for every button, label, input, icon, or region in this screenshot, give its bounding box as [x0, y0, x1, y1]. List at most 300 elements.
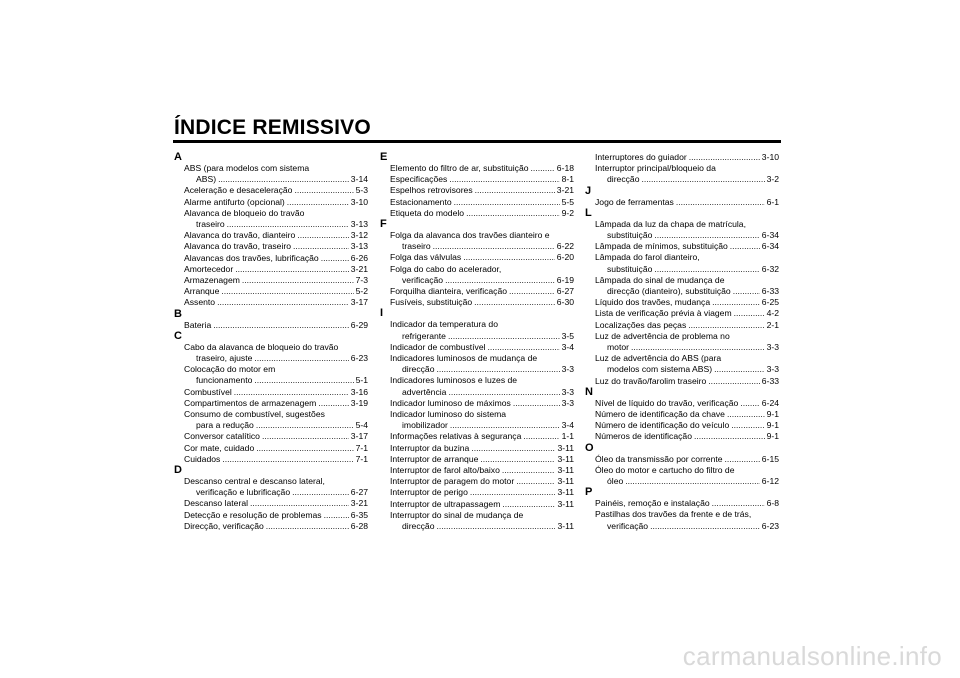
index-entry-text: Interruptor da buzina [390, 442, 470, 453]
index-page-number: 3-3 [561, 397, 574, 408]
dot-leader [433, 241, 555, 252]
index-entry [585, 342, 779, 353]
dot-leader [436, 521, 555, 532]
index-page-number: 3-3 [766, 364, 779, 375]
dot-leader [293, 241, 349, 252]
index-entry-text: Assento [184, 297, 216, 308]
index-letter-heading: C [174, 329, 182, 342]
index-entry-text: verificação [607, 520, 649, 531]
index-page-number: 3-3 [766, 342, 779, 353]
index-entry [380, 454, 574, 465]
dot-leader [509, 286, 555, 297]
dot-leader [470, 487, 556, 498]
index-page-number: 3-17 [350, 297, 368, 308]
index-entry-text: Lista de verificação prévia à viagem [595, 308, 732, 319]
index-entry [174, 297, 368, 308]
index-page-number: 3-21 [556, 185, 574, 196]
dot-leader [221, 286, 353, 297]
index-entry [174, 286, 368, 297]
index-entry-text: traseiro [402, 241, 431, 252]
dot-leader [689, 152, 760, 163]
index-entry-text: Interruptor de paragem do motor [390, 476, 515, 487]
index-page-number: 6-26 [350, 252, 368, 263]
index-entry [380, 387, 574, 398]
index-entry [174, 197, 368, 208]
index-entry [174, 443, 368, 454]
index-entry [380, 331, 574, 342]
index-entry-text: Indicador luminoso do sistema [390, 409, 507, 420]
index-entry-text: Alavanca do travão, traseiro [184, 241, 292, 252]
index-entry-text: Interruptor de ultrapassagem [390, 498, 501, 509]
index-entry-text: traseiro, ajuste [196, 353, 253, 364]
index-entry [174, 510, 368, 521]
index-page-number: 2-1 [766, 319, 779, 330]
index-entry [380, 286, 574, 297]
index-page-number: 3-17 [350, 431, 368, 442]
index-page-number: 6-12 [761, 476, 779, 487]
index-entry-text: óleo [607, 476, 624, 487]
dot-leader [513, 398, 560, 409]
index-entry-text: advertência [402, 386, 447, 397]
index-entry [380, 174, 574, 185]
index-entry [174, 487, 368, 498]
watermark: carmanualsonline.info [682, 641, 942, 671]
index-entry-text: para a redução [196, 420, 254, 431]
index-entry [174, 174, 368, 185]
index-entry [585, 152, 779, 163]
dot-leader [502, 465, 556, 476]
index-page-number: 9-1 [766, 420, 779, 431]
index-page-number: 6-18 [556, 163, 574, 173]
index-entry-text: Número de identificação do veículo [595, 420, 730, 431]
index-entry [585, 476, 779, 487]
index-page-number: 3-11 [557, 521, 574, 532]
dot-leader [502, 499, 555, 510]
index-entry-text: Combustível [184, 386, 232, 397]
index-page-number: 6-33 [761, 375, 779, 386]
index-page-number: 1-1 [561, 431, 574, 442]
index-entry-text: Fusíveis, substituição [390, 297, 473, 308]
dot-leader [730, 241, 760, 252]
dot-leader [714, 364, 765, 375]
index-entry-text: Direcção, verificação [184, 520, 264, 531]
index-entry [380, 431, 574, 442]
dot-leader [235, 264, 349, 275]
index-entry-text: Especificações [390, 174, 448, 185]
index-entry-text: Luz de advertência do ABS (para [595, 353, 722, 364]
index-entry-text: verificação e lubrificação [196, 487, 291, 498]
index-entry-text: Interruptor de arranque [390, 453, 479, 464]
index-entry-text: Óleo do motor e cartucho do filtro de [595, 464, 735, 475]
index-entry-text: Elemento do filtro de ar, substituição [390, 163, 529, 173]
index-entry-text: Painéis, remoção e instalação [595, 498, 710, 509]
dot-leader [480, 454, 555, 465]
index-entry [380, 443, 574, 454]
index-page-number: 6-23 [761, 520, 779, 531]
index-entry [380, 398, 574, 409]
index-entry-text: substituição [607, 230, 653, 241]
index-entry [174, 241, 368, 252]
index-entry-text: Número de identificação da chave [595, 409, 725, 420]
index-entry-text: Etiqueta do modelo [390, 207, 465, 218]
index-entry-text: Lâmpada da luz da chapa de matrícula, [595, 218, 746, 229]
index-page-number: 6-27 [350, 487, 368, 498]
index-entry [585, 320, 779, 331]
index-page-number: 6-32 [761, 263, 779, 274]
index-page-number: 6-28 [350, 520, 368, 531]
index-entry [585, 286, 779, 297]
index-entry-text: Interruptor do sinal de mudança de [390, 509, 524, 520]
index-letter-heading: L [585, 206, 592, 219]
index-entry [174, 375, 368, 386]
index-entry-text: Interruptor principal/bloqueio da [595, 163, 716, 174]
dot-leader [740, 398, 759, 409]
index-entry-text: funcionamento [196, 375, 253, 386]
dot-leader [449, 174, 559, 185]
index-page-number: 5-2 [355, 286, 368, 297]
index-page-number: 6-25 [761, 297, 779, 308]
dot-leader [262, 431, 349, 442]
index-entry-text: Descanso central e descanso lateral, [184, 476, 325, 487]
index-entry [585, 420, 779, 431]
dot-leader [254, 375, 353, 386]
index-entry [380, 208, 574, 219]
index-page-number: 3-10 [350, 196, 368, 207]
index-page-number: 8-1 [561, 174, 574, 185]
dot-leader [321, 253, 349, 264]
index-entry [174, 387, 368, 398]
index-page-number: 3-10 [761, 152, 779, 162]
dot-leader [727, 409, 765, 420]
index-entry-text: Cabo da alavanca de bloqueio do travão [184, 341, 339, 352]
dot-leader [436, 364, 559, 375]
index-page-number: 3-11 [557, 442, 574, 453]
dot-leader [712, 297, 760, 308]
index-entry-text: Folga das válvulas [390, 252, 462, 263]
index-entry [380, 465, 574, 476]
index-entry-text: Jogo de ferramentas [595, 196, 674, 207]
index-page-number: 6-27 [556, 286, 574, 297]
index-page-number: 5-1 [355, 375, 368, 386]
index-page-number: 6-19 [556, 274, 574, 285]
index-entry [380, 185, 574, 196]
index-entry [585, 241, 779, 252]
index-page-number: 3-16 [350, 386, 368, 397]
index-entry [380, 197, 574, 208]
dot-leader [531, 163, 555, 174]
dot-leader [631, 342, 765, 353]
index-page-number: 5-3 [355, 185, 368, 196]
index-page-number: 5-5 [561, 196, 574, 207]
index-entry [585, 297, 779, 308]
index-entry-text: Interruptor de perigo [390, 487, 468, 498]
index-page-number: 3-11 [557, 476, 574, 487]
dot-leader [254, 353, 348, 364]
index-entry-text: Lâmpada de mínimos, substituição [595, 241, 728, 252]
index-page-number: 6-34 [761, 230, 779, 241]
index-entry-text: Luz de advertência de problema no [595, 330, 730, 341]
index-entry [174, 219, 368, 230]
index-entry-text: Indicador de combustível [390, 341, 486, 352]
dot-leader [448, 331, 560, 342]
index-entry-text: Líquido dos travões, mudança [595, 297, 711, 308]
index-entry-text: Folga do cabo do acelerador, [390, 263, 502, 274]
index-page-number: 4-2 [766, 308, 779, 319]
index-page-number: 6-8 [766, 498, 779, 509]
dot-leader [454, 197, 560, 208]
dot-leader [725, 454, 760, 465]
index-page-number: 3-11 [557, 498, 574, 509]
dot-leader [676, 197, 765, 208]
index-entry-text: Localizações das peças [595, 319, 687, 330]
dot-leader [450, 420, 560, 431]
index-page-number: 3-21 [350, 498, 368, 509]
index-entry-text: Consumo de combustível, sugestões [184, 409, 325, 420]
dot-leader [445, 275, 555, 286]
index-letter-heading: A [174, 151, 182, 163]
index-entry-text: Amortecedor [184, 263, 234, 274]
index-page-number: 3-3 [561, 364, 574, 375]
index-page-number: 3-2 [766, 174, 779, 185]
index-entry-text: Interruptor de farol alto/baixo [390, 465, 500, 476]
index-entry-text: verificação [402, 274, 444, 285]
index-entry [585, 454, 779, 465]
index-entry-text: Compartimentos de armazenagem [184, 397, 317, 408]
index-page-number: 3-12 [350, 230, 368, 241]
index-column-1 [174, 152, 368, 532]
dot-leader [234, 387, 349, 398]
dot-leader [218, 174, 349, 185]
dot-leader [297, 230, 348, 241]
index-entry-text: Armazenagem [184, 275, 240, 286]
page-title: ÍNDICE REMISSIVO [174, 116, 371, 139]
index-entry [174, 431, 368, 442]
index-page-number: 9-1 [766, 431, 779, 442]
index-letter-heading: O [585, 441, 594, 454]
index-entry-text: Aceleração e desaceleração [184, 185, 293, 196]
index-entry [380, 364, 574, 375]
index-entry [585, 376, 779, 387]
index-page-number: 3-11 [557, 465, 574, 476]
index-letter-heading: B [174, 307, 182, 320]
index-page-number: 6-29 [350, 319, 368, 330]
index-entry-text: ABS (para modelos com sistema [184, 163, 310, 173]
dot-leader [466, 208, 560, 219]
index-entry-text: Indicadores luminosos e luzes de [390, 375, 518, 386]
dot-leader [650, 521, 760, 532]
index-page-number: 3-13 [350, 219, 368, 230]
index-entry [380, 420, 574, 431]
dot-leader [708, 376, 760, 387]
dot-leader [641, 174, 764, 185]
index-entry-text: direcção [402, 364, 435, 375]
index-entry-text: Alarme antifurto (opcional) [184, 196, 285, 207]
index-entry [585, 431, 779, 442]
index-letter-heading: D [174, 464, 182, 477]
dot-leader [227, 219, 349, 230]
index-entry-text: Luz do travão/farolim traseiro [595, 375, 707, 386]
index-page-number: 5-4 [355, 420, 368, 431]
index-page-number: 7-3 [355, 275, 368, 286]
index-entry-text: Colocação do motor em [184, 364, 276, 375]
index-entry-text: direcção (dianteiro), substituição [607, 286, 731, 297]
index-entry [585, 398, 779, 409]
index-entry-text: Óleo da transmissão por corrente [595, 453, 723, 464]
index-entry [585, 521, 779, 532]
dot-leader [625, 476, 760, 487]
index-entry [380, 241, 574, 252]
index-page-number: 6-23 [350, 353, 368, 364]
dot-leader [250, 498, 349, 509]
index-entry-text: substituição [607, 263, 653, 274]
index-entry [585, 174, 779, 185]
index-page-number: 3-11 [557, 453, 574, 464]
index-page-number: 3-21 [350, 263, 368, 274]
index-entry-text: Informações relativas à segurança [390, 431, 522, 442]
index-page-number: 3-4 [561, 341, 574, 352]
dot-leader [694, 431, 765, 442]
dot-leader [733, 286, 760, 297]
index-entry-text: Folga da alavanca dos travões dianteiro e [390, 230, 550, 241]
index-entry [380, 521, 574, 532]
title-rule [173, 140, 781, 143]
index-entry [174, 264, 368, 275]
index-entry [585, 498, 779, 509]
index-page-number: 6-33 [761, 286, 779, 297]
dot-leader [734, 308, 765, 319]
index-entry [585, 409, 779, 420]
index-page-number: 9-2 [561, 207, 574, 218]
dot-leader [266, 521, 349, 532]
dot-leader [256, 420, 354, 431]
index-page-number: 9-1 [766, 409, 779, 420]
index-entry-text: Descanso lateral [184, 498, 249, 509]
index-entry-text: Interruptores do guiador [595, 152, 687, 162]
index-entry [380, 499, 574, 510]
index-entry-text: traseiro [196, 219, 225, 230]
dot-leader [731, 420, 764, 431]
index-entry-text: Cuidados [184, 453, 221, 464]
index-entry-text: Indicador da temperatura do [390, 319, 498, 330]
index-page-number: 6-22 [556, 241, 574, 252]
dot-leader [294, 185, 353, 196]
index-entry [585, 364, 779, 375]
index-entry-text: Alavancas dos travões, lubrificação [184, 252, 319, 263]
index-entry [380, 275, 574, 286]
index-entry-text: motor [607, 342, 629, 353]
index-entry [380, 163, 574, 174]
index-entry-text: Indicadores luminosos de mudança de [390, 353, 538, 364]
index-page-number: 6-30 [556, 297, 574, 308]
index-entry [174, 230, 368, 241]
index-page-number: 7-1 [355, 453, 368, 464]
index-entry [174, 420, 368, 431]
index-entry-text: Indicador luminoso de máximos [390, 397, 511, 408]
dot-leader [217, 297, 349, 308]
dot-leader [463, 252, 555, 263]
dot-leader [318, 398, 348, 409]
index-letter-heading: F [380, 218, 387, 231]
index-entry [174, 454, 368, 465]
index-page-number: 6-20 [556, 252, 574, 263]
index-page-number: 3-5 [561, 330, 574, 341]
index-entry [380, 342, 574, 353]
index-entry-text: Forquilha dianteira, verificação [390, 286, 508, 297]
index-entry [174, 253, 368, 264]
dot-leader [448, 387, 559, 398]
index-entry-text: Pastilhas dos travões da frente e de trás, [595, 509, 752, 520]
dot-leader [324, 510, 349, 521]
dot-leader [474, 297, 555, 308]
index-entry-text: Números de identificação [595, 431, 692, 442]
index-entry [380, 252, 574, 263]
index-entry [380, 487, 574, 498]
index-letter-heading: N [585, 385, 593, 398]
index-column-2 [380, 152, 574, 532]
index-entry-text: direcção [607, 174, 640, 185]
index-entry-text: Alavanca de bloqueio do travão [184, 207, 305, 218]
index-entry [585, 197, 779, 208]
index-letter-heading: J [585, 184, 592, 197]
index-entry-text: Detecção e resolução de problemas [184, 509, 322, 520]
index-page-number: 3-19 [350, 397, 368, 408]
index-page-number: 6-34 [761, 241, 779, 252]
index-page-number: 6-24 [761, 397, 779, 408]
index-entry-text: modelos com sistema ABS) [607, 364, 713, 375]
index-entry-text: Alavanca do travão, dianteiro [184, 230, 296, 241]
index-entry [174, 320, 368, 331]
index-page-number: 3-4 [561, 420, 574, 431]
index-entry [585, 264, 779, 275]
dot-leader [654, 230, 759, 241]
index-page-number: 6-1 [766, 196, 779, 207]
index-page-number: 3-3 [561, 386, 574, 397]
index-entry-text: ABS) [196, 174, 217, 185]
index-entry-text: direcção [402, 521, 435, 532]
index-entry [174, 185, 368, 196]
index-entry [585, 230, 779, 241]
index-entry-text: Lâmpada do sinal de mudança de [595, 274, 725, 285]
index-entry [585, 308, 779, 319]
index-entry-text: imobilizador [402, 420, 448, 431]
dot-leader [523, 431, 559, 442]
dot-leader [242, 275, 354, 286]
index-entry-text: refrigerante [402, 330, 446, 341]
index-entry [174, 521, 368, 532]
index-page-number: 6-15 [761, 453, 779, 464]
dot-leader [516, 476, 555, 487]
dot-leader [488, 342, 560, 353]
index-entry-text: Espelhos retrovisores [390, 185, 473, 196]
dot-leader [475, 185, 555, 196]
dot-leader [654, 264, 759, 275]
index-entry-text: Conversor catalítico [184, 431, 260, 442]
dot-leader [688, 320, 764, 331]
index-entry [380, 297, 574, 308]
index-letter-heading: P [585, 486, 593, 499]
dot-leader [287, 197, 349, 208]
index-entry [174, 353, 368, 364]
index-letter-heading: E [380, 151, 388, 163]
index-page-number: 6-35 [350, 509, 368, 520]
index-entry-text: Arranque [184, 286, 220, 297]
index-entry [174, 275, 368, 286]
index-page-number: 7-1 [355, 442, 368, 453]
index-entry-text: Estacionamento [390, 196, 452, 207]
index-page-number: 3-14 [350, 174, 368, 185]
index-entry-text: Cor mate, cuidado [184, 442, 255, 453]
dot-leader [213, 320, 349, 331]
